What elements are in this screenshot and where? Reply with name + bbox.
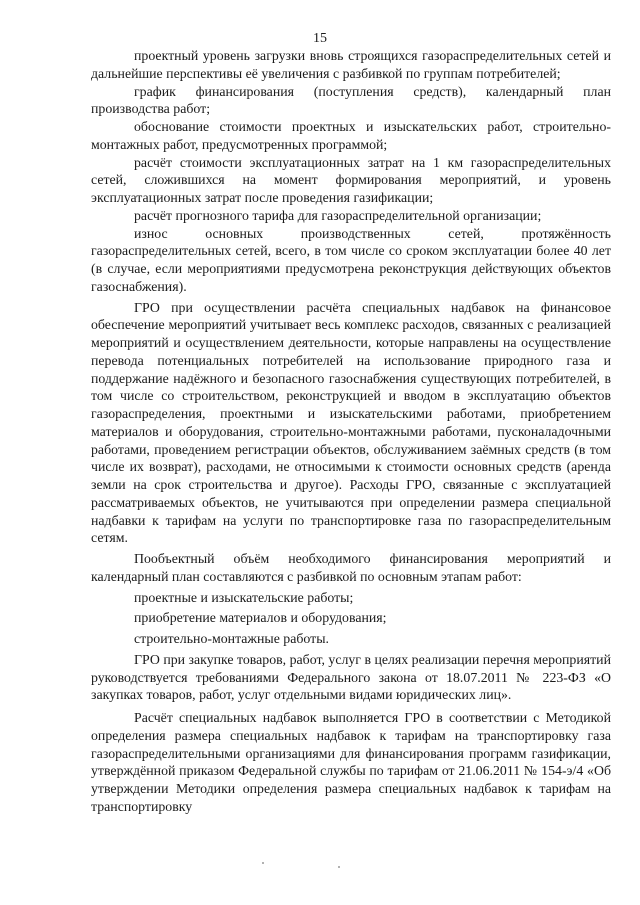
paragraph-cost-justification: обоснование стоимости проектных и изыскательских работ, строительно-монтажных работ, предусмотренных программой; — [91, 119, 611, 152]
scan-speck — [262, 862, 264, 864]
scan-speck — [338, 866, 340, 868]
paragraph-financing-schedule: график финансирования (поступления средств), календарный план производства работ; — [91, 83, 611, 117]
paragraph-financing-volume: Пообъектный объём необходимого финансирования мероприятий и календарный план составляются с разбивкой по основным этапам работ: — [91, 551, 611, 584]
paragraph-forecast-tariff: расчёт прогнозного тарифа для газораспределительной организации; — [134, 207, 542, 223]
list-item-design-works: проектные и изыскательские работы; — [134, 589, 354, 605]
paragraph-procurement: ГРО при закупке товаров, работ, услуг в целях реализации перечня мероприятий руководствуется требованиями Федерального закона от 18.07.2011 № 223-ФЗ «О закупках товаров, работ, услуг отдельными видами юридических лиц». — [91, 651, 611, 703]
list-item-construction: строительно-монтажные работы. — [134, 631, 329, 646]
paragraph-operating-costs: расчёт стоимости эксплуатационных затрат на 1 км газораспределительных сетей, сложившихся на момент формирования мероприятий, и уровень эксплуатационных затрат после проведения газификации; — [91, 154, 611, 205]
paragraph-expense-complex: ГРО при осуществлении расчёта специальных надбавок на финансовое обеспечение мероприятий учитывает весь комплекс расходов, связанных с реализацией мероприятий и осуществлением деятельности, которые направлены на осуществление перевода потенциальных потребителей на использование природного газа и поддержание надёжного и безопасного газоснабжения существующих потребителей, в том числе со строительством, реконструкцией и вводом в эксплуатацию объектов газораспределения, проектными и изыскательскими работами, приобретением материалов и оборудования, строительно-монтажными работами, пусконаладочными работами, проведением регистрации объектов, обслуживанием заёмных средств (в том числе их возврат), расходами, не относимыми к стоимости основных средств (аренда земли на срок строительства и другое). Расходы ГРО, связанные с эксплуатацией рассматриваемых объектов, не учитываются при определении размера специальной надбавки к тарифам на услуги по транспортировке газа по газораспределительным сетям. — [91, 299, 611, 546]
list-item-materials: приобретение материалов и оборудования; — [134, 610, 387, 626]
paragraph-network-wear: износ основных производственных сетей, протяжённость газораспределительных сетей, всего, в том числе со сроком эксплуатации более 40 лет (в случае, если мероприятиями предусмотрена реконструкция действующих объектов газоснабжения). — [91, 225, 611, 294]
page-number: 15 — [313, 31, 327, 46]
document-body — [91, 47, 611, 816]
paragraph-load-level: проектный уровень загрузки вновь строящихся газораспределительных сетей и дальнейшие перспективы её увеличения с разбивкой по группам потребителей; — [91, 48, 611, 81]
paragraph-calculation-method: Расчёт специальных надбавок выполняется ГРО в соответствии с Методикой определения размера специальных надбавок к тарифам на транспортировку газа газораспределительными организациями для финансирования программ газификации, утверждённой приказом Федеральной службы по тарифам от 21.06.2011 № 154-э/4 «Об утверждении Методики определения размера специальных надбавок к тарифам на транспортировку — [91, 710, 611, 814]
